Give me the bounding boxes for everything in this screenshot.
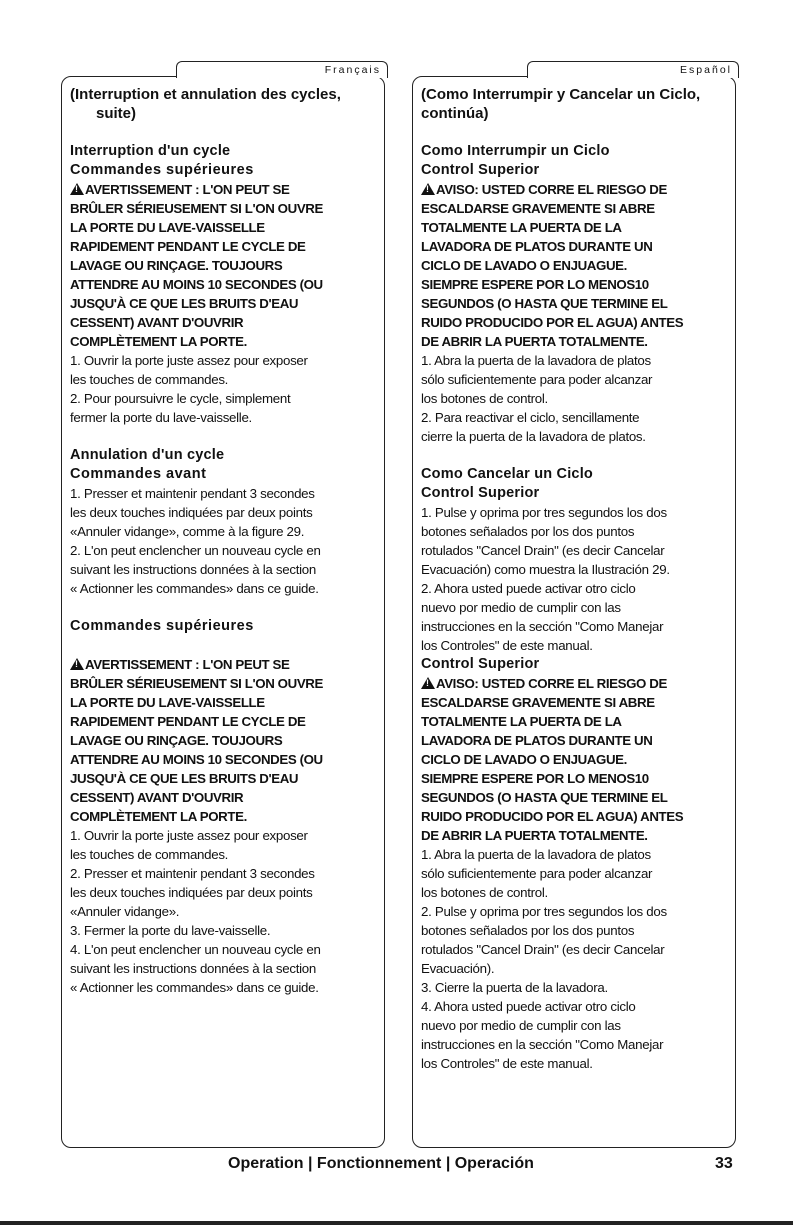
section-title: (Como Interrumpir y Cancelar un Ciclo, xyxy=(421,86,701,103)
cancel-front-steps: 1. Presser et maintenir pendant 3 secondes les deux touches indiquées par deux points «Annuler vidange», comme à la figure 29. 2. L'on peut enclencher un nouveau cycle en suivant les instructions données à la section « Actionner les commandes» dans ce guide. xyxy=(70,486,321,596)
spanish-column xyxy=(412,64,736,1148)
section-title: (Interruption et annulation des cycles, xyxy=(70,86,341,103)
top-control-heading-2: Control Superior xyxy=(421,485,540,501)
cancel-heading: Como Cancelar un Ciclo xyxy=(421,466,593,482)
interrupt-steps: 1. Abra la puerta de la lavadora de platos sólo suficientemente para poder alcanzar los botones de control. 2. Para reactivar el ciclo, sencillamente cierre la puerta de la lavadora de platos. xyxy=(421,353,653,444)
french-column xyxy=(61,64,385,1148)
front-controls-heading: Commandes avant xyxy=(70,466,207,482)
page-footer xyxy=(0,1155,793,1179)
top-controls-heading-2: Commandes supérieures xyxy=(70,618,254,634)
interrupt-heading: Interruption d'un cycle xyxy=(70,143,231,159)
section-title-continued: suite) xyxy=(96,105,137,122)
footer-section-label: Operation | Fonctionnement | Operación xyxy=(228,1155,534,1172)
section-title-continued: continúa) xyxy=(421,105,489,122)
language-tab-french: Français xyxy=(176,61,388,78)
cancel-steps-b: 1. Abra la puerta de la lavadora de platos sólo suficientemente para poder alcanzar los botones de control. 2. Pulse y oprima por tres segundos los dos botones señalados por los dos puntos rotulados "Cancel Drain" (es decir Cancelar Evacuación). 3. Cierre la puerta de la lavadora. 4. Ahora usted puede activar otro ciclo nuevo por medio de cumplir con las instrucciones en la sección "Como Manejar los Controles" de este manual. xyxy=(421,847,667,1071)
cancel-steps-a: 1. Pulse y oprima por tres segundos los dos botones señalados por los dos puntos rotulados "Cancel Drain" (es decir Cancelar Evacuación) como muestra la Ilustración 29. 2. Ahora usted puede activar otro ciclo nuevo por medio de cumplir con las instrucciones en la sección "Como Manejar los Controles" de este manual. xyxy=(421,505,670,653)
page-number: 33 xyxy=(715,1155,733,1172)
top-controls-heading: Commandes supérieures xyxy=(70,162,254,178)
warning-icon xyxy=(421,677,435,689)
cancel-top-steps: 1. Ouvrir la porte juste assez pour exposer les touches de commandes. 2. Presser et maintenir pendant 3 secondes les deux touches indiquées par deux points «Annuler vidange». 3. Fermer la porte du lave-vaisselle. 4. L'on peut enclencher un nouveau cycle en suivant les instructions données à la section « Actionner les commandes» dans ce guide. xyxy=(70,828,321,995)
interrupt-steps: 1. Ouvrir la porte juste assez pour exposer les touches de commandes. 2. Pour poursuivre le cycle, simplement fermer la porte du lave-vaisselle. xyxy=(70,353,308,425)
top-control-heading: Control Superior xyxy=(421,162,540,178)
interrupt-heading: Como Interrumpir un Ciclo xyxy=(421,143,610,159)
warning-block-2: !AVERTISSEMENT : L'ON PEUT SE BRÛLER SÉRIEUSEMENT SI L'ON OUVRE LA PORTE DU LAVE-VAISSELLE RAPIDEMENT PENDANT LE CYCLE DE LAVAGE OU RINÇAGE. TOUJOURS ATTENDRE AU MOINS 10 SECONDES (OU JUSQU'À CE QUE LES BRUITS D'EAU CESSENT) AVANT D'OUVRIR COMPLÈTEMENT LA PORTE. xyxy=(70,655,376,826)
warning-icon xyxy=(70,658,84,670)
language-tab-spanish: Español xyxy=(527,61,739,78)
bottom-rule xyxy=(0,1221,793,1225)
cancel-heading: Annulation d'un cycle xyxy=(70,447,225,463)
warning-block-2: !AVISO: USTED CORRE EL RIESGO DE ESCALDARSE GRAVEMENTE SI ABRE TOTALMENTE LA PUERTA DE LA LAVADORA DE PLATOS DURANTE UN CICLO DE LAVADO O ENJUAGUE. SIEMPRE ESPERE POR LO MENOS10 SEGUNDOS (O HASTA QUE TERMINE EL RUIDO PRODUCIDO POR EL AGUA) ANTES DE ABRIR LA PUERTA TOTALMENTE. xyxy=(421,674,727,845)
warning-icon xyxy=(421,183,435,195)
warning-block: !AVERTISSEMENT : L'ON PEUT SE BRÛLER SÉRIEUSEMENT SI L'ON OUVRE LA PORTE DU LAVE-VAISSELLE RAPIDEMENT PENDANT LE CYCLE DE LAVAGE OU RINÇAGE. TOUJOURS ATTENDRE AU MOINS 10 SECONDES (OU JUSQU'À CE QUE LES BRUITS D'EAU CESSENT) AVANT D'OUVRIR COMPLÈTEMENT LA PORTE. xyxy=(70,180,376,351)
top-control-heading-3: Control Superior xyxy=(421,656,540,672)
warning-block: !AVISO: USTED CORRE EL RIESGO DE ESCALDARSE GRAVEMENTE SI ABRE TOTALMENTE LA PUERTA DE LA LAVADORA DE PLATOS DURANTE UN CICLO DE LAVADO O ENJUAGUE. SIEMPRE ESPERE POR LO MENOS10 SEGUNDOS (O HASTA QUE TERMINE EL RUIDO PRODUCIDO POR EL AGUA) ANTES DE ABRIR LA PUERTA TOTALMENTE. xyxy=(421,180,727,351)
warning-icon xyxy=(70,183,84,195)
